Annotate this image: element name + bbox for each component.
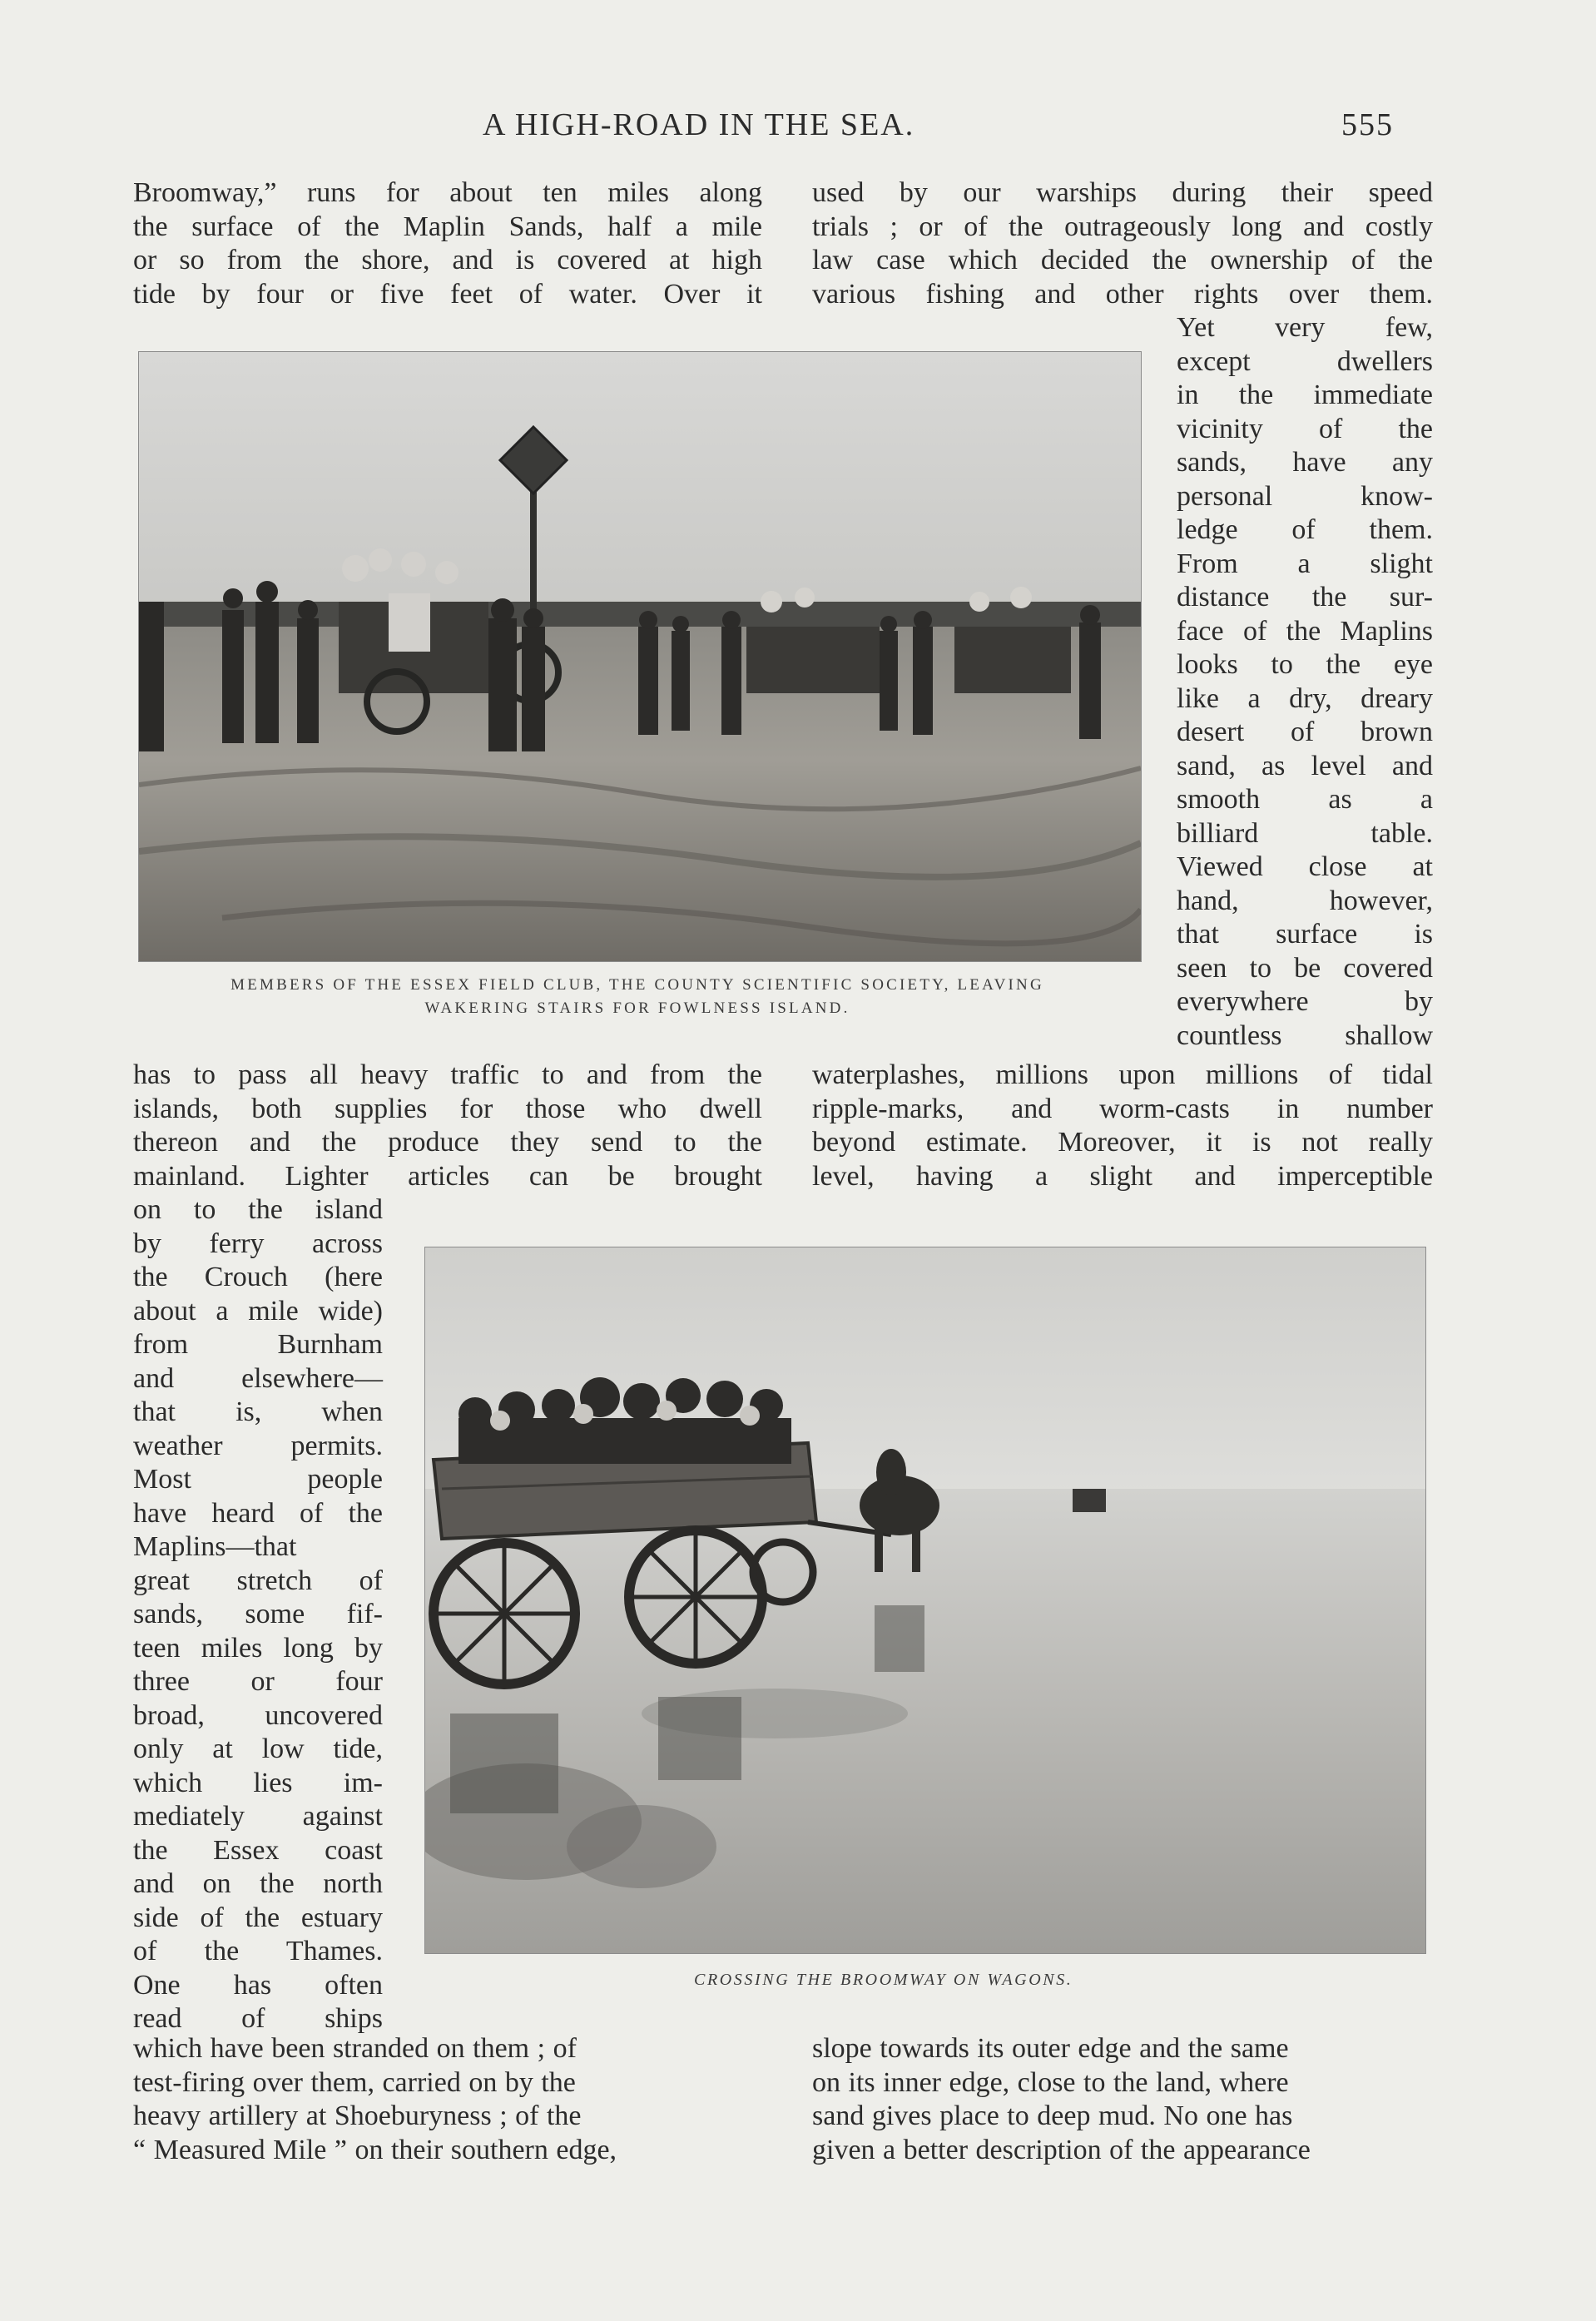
caption-bottom-photo: CROSSING THE BROOMWAY ON WAGONS. [694, 1971, 1073, 1989]
running-title: A HIGH-ROAD IN THE SEA. [483, 107, 915, 142]
text-right-top: used by our warships during their speed trials ; or of the outrageously long and costly law case which decided the ownership of the various fishing and other rights over them. [812, 177, 1433, 310]
photo-crossing-broomway [424, 1247, 1426, 1954]
caption-top-photo: MEMBERS OF THE ESSEX FIELD CLUB, THE COUNTY SCIENTIFIC SOCIETY, LEAVING WAKERING STAIRS FOR FOWLNESS ISLAND. [230, 976, 1044, 1017]
photo-essex-field-club [138, 351, 1142, 962]
text-left-bottom: which have been stranded on them ; of test-firing over them, carried on by the heavy artillery at Shoeburyness ; of the “ Measured Mile ” on their southern edge, [133, 2033, 617, 2165]
text-right-bottom: slope towards its outer edge and the same on its inner edge, close to the land, where sand gives place to deep mud. No one has given a better description of the appearance [812, 2033, 1311, 2165]
text-right-mid: waterplashes, millions upon millions of tidal ripple-marks, and worm-casts in number beyond estimate. Moreover, it is not really level, having a slight and imperceptible [812, 1059, 1433, 1192]
text-left-mid: has to pass all heavy traffic to and from the islands, both supplies for those who dwell thereon and the produce they send to the mainland. Lighter articles can be brought [133, 1059, 762, 1192]
page-number: 555 [1341, 107, 1394, 142]
photo-essex-field-club-image [139, 352, 1141, 961]
page-header [0, 107, 1596, 148]
text-right-narrow: Yet very few, except dwellers in the immediate vicinity of the sands, have any personal know- ledge of them. From a slight distance the sur- face of the Maplins looks to the eye like a dry, dreary desert of brown sand, as level and smooth as a billiard table. Viewed close at hand, however, that surface is seen to be covered everywhere by countless shallow [1177, 312, 1433, 1051]
photo-crossing-broomway-image [425, 1247, 1425, 1953]
text-left-top: Broomway,” runs for about ten miles along the surface of the Maplin Sands, half a mile or so from the shore, and is covered at high tide by four or five feet of water. Over it [133, 177, 762, 310]
text-left-narrow: on to the island by ferry across the Crouch (here about a mile wide) from Burnham and elsewhere— that is, when weather permits. Most people have heard of the Maplins—that great stretch of sands, some fif- teen miles long by three or four broad, uncovered only at low tide, which lies im- mediately against the Essex coast and on the north side of the estuary of the Thames. One has often read of ships [133, 1194, 383, 2034]
